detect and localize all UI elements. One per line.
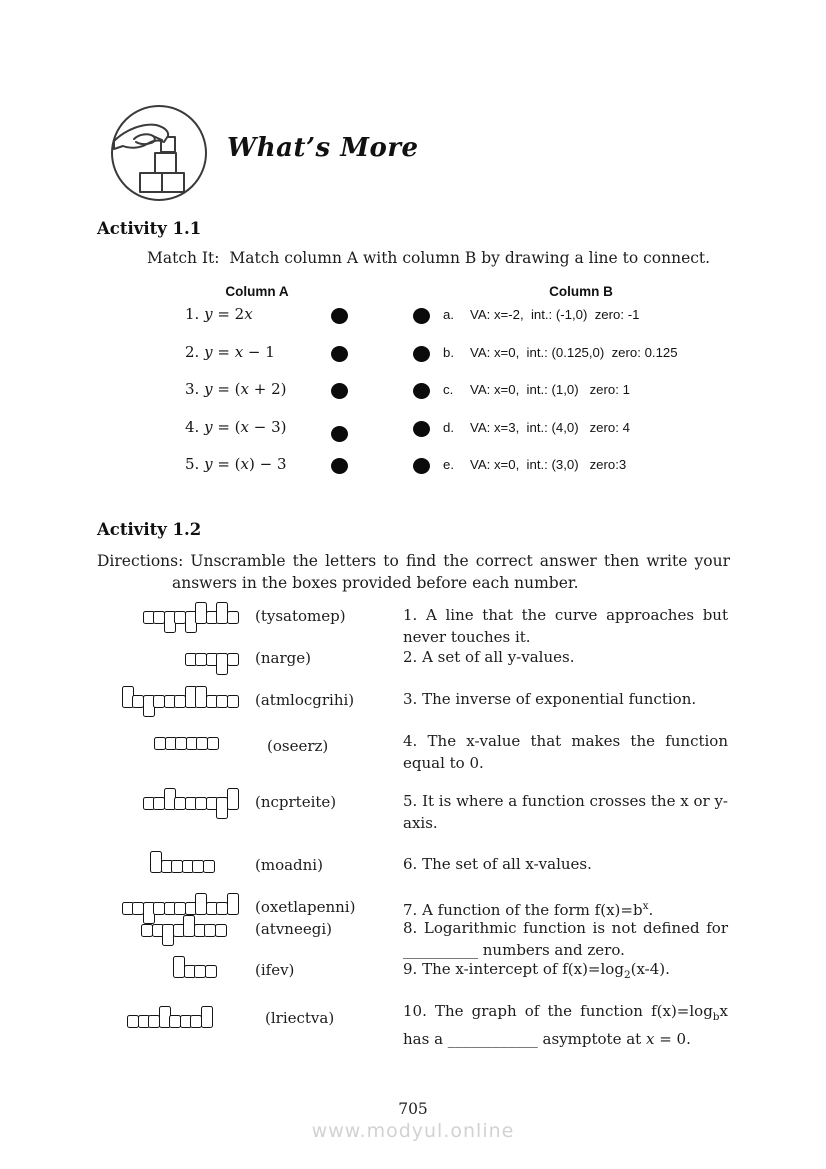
page-number: 705 bbox=[398, 1100, 428, 1118]
question-text: 8. Logarithmic function is not defined for __________ numbers and zero. bbox=[403, 919, 728, 959]
scrambled-word: (narge) bbox=[255, 649, 311, 667]
question-text: 3. The inverse of exponential function. bbox=[403, 690, 697, 708]
word-shape-boxes bbox=[97, 728, 217, 760]
match-dot-left-3 bbox=[331, 383, 348, 399]
hand-stacking-blocks-icon bbox=[106, 99, 212, 207]
column-a-item-3: 3. y = (x + 2) bbox=[185, 380, 287, 398]
column-a-item-5: 5. y = (x) − 3 bbox=[185, 455, 287, 473]
question-text: 2. A set of all y-values. bbox=[403, 648, 575, 666]
match-dot-left-4 bbox=[331, 426, 348, 442]
match-dot-left-5 bbox=[331, 458, 348, 474]
question-text: 1. A line that the curve approaches but never touches it. bbox=[403, 606, 728, 646]
column-b-letter: d. bbox=[443, 420, 454, 435]
word-shape-boxes bbox=[97, 915, 225, 947]
scrambled-word: (ifev) bbox=[255, 961, 295, 979]
column-a-item-2: 2. y = x − 1 bbox=[185, 343, 275, 361]
word-shape-boxes bbox=[97, 956, 215, 988]
match-dot-right-2 bbox=[413, 346, 430, 362]
activity-1-2-heading: Activity 1.2 bbox=[97, 520, 202, 539]
question-text: 5. It is where a function crosses the x or y-axis. bbox=[403, 792, 728, 832]
column-b-header: Column B bbox=[549, 284, 613, 299]
word-shape-boxes bbox=[97, 644, 237, 676]
word-shape-boxes bbox=[97, 686, 237, 718]
scrambled-word: (atvneegi) bbox=[255, 920, 332, 938]
scrambled-word: (oseerz) bbox=[267, 737, 329, 755]
question-text: 9. The x-intercept of $f(x)=\log_2(x-4)$. bbox=[403, 960, 670, 981]
scrambled-word: (ncprteite) bbox=[255, 793, 337, 811]
match-dot-right-5 bbox=[413, 458, 430, 474]
column-b-item-2 bbox=[443, 345, 678, 360]
scrambled-word: (atmlocgrihi) bbox=[255, 691, 355, 709]
question-text: 7. A function of the form $f(x)=b^x$. bbox=[403, 900, 654, 919]
column-b-letter: e. bbox=[443, 457, 454, 472]
column-a-header: Column A bbox=[225, 284, 289, 299]
match-dot-left-2 bbox=[331, 346, 348, 362]
page-title: What’s More bbox=[227, 133, 419, 163]
column-b-item-5 bbox=[443, 457, 626, 472]
column-b-item-4 bbox=[443, 420, 630, 435]
word-shape-boxes bbox=[97, 1006, 211, 1038]
word-shape-boxes bbox=[97, 602, 237, 634]
question-text: 10. The graph of the function $f(x)=\log_bx$ has a ____________ asymptote at x = 0. bbox=[403, 1002, 728, 1048]
column-a-item-1: 1. y = 2x bbox=[185, 305, 253, 323]
scrambled-word: (moadni) bbox=[255, 856, 323, 874]
column-b-text: VA: x=0, int.: (0.125,0) zero: 0.125 bbox=[470, 345, 678, 360]
scrambled-word: (tysatomep) bbox=[255, 607, 346, 625]
column-b-letter: a. bbox=[443, 307, 454, 322]
directions-paragraph: Directions: Unscramble the letters to find the correct answer then write your answers in the boxes provided before each number. bbox=[97, 552, 730, 592]
scrambled-word: (lriectva) bbox=[265, 1009, 335, 1027]
column-b-text: VA: x=3, int.: (4,0) zero: 4 bbox=[470, 420, 630, 435]
question-text: 4. The x-value that makes the function equal to 0. bbox=[403, 732, 728, 772]
word-shape-boxes bbox=[97, 788, 237, 820]
column-b-text: VA: x=-2, int.: (-1,0) zero: -1 bbox=[470, 307, 640, 322]
column-b-text: VA: x=0, int.: (1,0) zero: 1 bbox=[470, 382, 630, 397]
column-b-item-3 bbox=[443, 382, 630, 397]
column-b-letter: b. bbox=[443, 345, 454, 360]
match-dot-right-4 bbox=[413, 421, 430, 437]
match-dot-right-1 bbox=[413, 308, 430, 324]
match-instruction: Match It: Match column A with column B by drawing a line to connect. bbox=[147, 249, 711, 267]
question-text: 6. The set of all x-values. bbox=[403, 855, 592, 873]
match-dot-right-3 bbox=[413, 383, 430, 399]
scrambled-word: (oxetlapenni) bbox=[255, 898, 356, 916]
watermark: www.modyul.online bbox=[311, 1120, 515, 1142]
word-shape-boxes bbox=[97, 851, 213, 883]
column-a-item-4: 4. y = (x − 3) bbox=[185, 418, 287, 436]
match-dot-left-1 bbox=[331, 308, 348, 324]
activity-1-1-heading: Activity 1.1 bbox=[97, 219, 202, 238]
column-b-text: VA: x=0, int.: (3,0) zero:3 bbox=[470, 457, 627, 472]
column-b-letter: c. bbox=[443, 382, 454, 397]
column-b-item-1 bbox=[443, 307, 639, 322]
